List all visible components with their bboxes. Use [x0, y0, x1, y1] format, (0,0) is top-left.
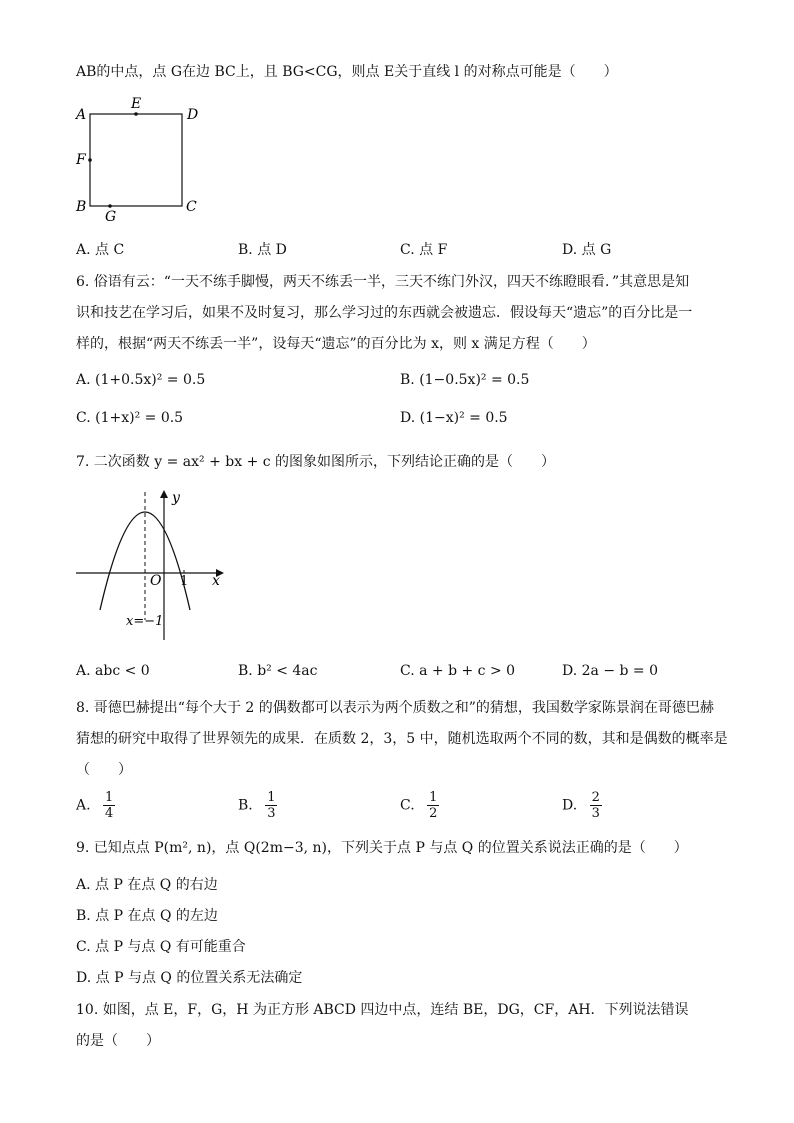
q8-option-d-num: 2 — [591, 790, 600, 805]
label-F: F — [76, 152, 86, 168]
q7-option-a: A. abc < 0 — [76, 663, 150, 679]
q8-option-d-den: 3 — [591, 806, 600, 821]
label-A: A — [76, 107, 87, 123]
q8-option-c-label: C. — [400, 797, 415, 814]
q8-option-b-den: 3 — [267, 806, 276, 821]
label-E: E — [131, 96, 142, 112]
q5-option-d: D. 点 G — [562, 242, 612, 258]
q10-stem-line2: 的是（ ） — [76, 1033, 160, 1049]
q8-option-b-label: B. — [238, 797, 253, 814]
q10-stem-line1: 10. 如图，点 E，F，G，H 为正方形 ABCD 四边中点，连结 BE，DG，CF，AH．下列说法错误 — [76, 1002, 689, 1018]
q6-option-d: D. (1−x)² = 0.5 — [400, 410, 508, 426]
q7-option-c: C. a + b + c > 0 — [400, 663, 516, 679]
q8-option-a-label: A. — [76, 797, 91, 814]
q8-option-b — [238, 790, 277, 821]
q9-option-b: B. 点 P 在点 Q 的左边 — [76, 908, 218, 924]
q9-option-d: D. 点 P 与点 Q 的位置关系无法确定 — [76, 970, 303, 986]
q8-stem-line1: 8. 哥德巴赫提出“每个大于 2 的偶数都可以表示为两个质数之和”的猜想，我国数学家陈景润在哥德巴赫 — [76, 700, 714, 716]
tick-one-label: 1 — [180, 574, 189, 589]
label-B: B — [76, 199, 87, 215]
q8-option-a-fraction — [103, 790, 115, 821]
q8-option-d-fraction — [590, 790, 602, 821]
q6-stem-line2: 识和技艺在学习后，如果不及时复习，那么学习过的东西就会被遗忘．假设每天“遗忘”的百分比是一 — [76, 305, 693, 321]
q8-option-d — [562, 790, 602, 821]
q8-option-a-den: 4 — [105, 806, 114, 821]
q8-option-d-label: D. — [562, 797, 578, 814]
q8-stem-line2: 猜想的研究中取得了世界领先的成果．在质数 2，3，5 中，随机选取两个不同的数，其和是偶数的概率是 — [76, 731, 728, 747]
q9-option-c: C. 点 P 与点 Q 有可能重合 — [76, 939, 246, 955]
q7-parabola-figure — [70, 484, 240, 648]
q8-option-c-fraction — [427, 790, 439, 821]
origin-label: O — [150, 573, 162, 589]
q7-option-d: D. 2a − b = 0 — [562, 663, 659, 679]
q8-stem-line3: （ ） — [76, 762, 132, 778]
q7-stem: 7. 二次函数 y = ax² + bx + c 的图象如图所示，下列结论正确的是（ ） — [76, 454, 556, 470]
q6-option-a: A. (1+0.5x)² = 0.5 — [76, 372, 206, 388]
q6-stem-line1: 6. 俗语有云：“一天不练手脚慢，两天不练丢一半，三天不练门外汉，四天不练瞪眼看．”其意思是知 — [76, 274, 690, 290]
q6-stem-line3: 样的，根据“两天不练丢一半”，设每天“遗忘”的百分比为 x，则 x 满足方程（ ） — [76, 336, 596, 352]
q5-square-figure — [70, 94, 210, 224]
q9-option-a: A. 点 P 在点 Q 的右边 — [76, 877, 218, 893]
q6-option-b: B. (1−0.5x)² = 0.5 — [400, 372, 530, 388]
symmetry-axis-label: x=−1 — [126, 614, 164, 629]
q8-option-a — [76, 790, 115, 821]
q5-option-b: B. 点 D — [238, 242, 287, 258]
q5-option-c: C. 点 F — [400, 242, 448, 258]
q7-option-b: B. b² < 4ac — [238, 663, 318, 679]
q8-option-c — [400, 790, 439, 821]
x-axis-label: x — [212, 573, 220, 589]
q8-option-c-num: 1 — [429, 790, 438, 805]
q8-option-b-fraction — [265, 790, 277, 821]
label-C: C — [186, 199, 197, 215]
q8-option-c-den: 2 — [429, 806, 438, 821]
q5-stem: AB的中点，点 G在边 BC上，且 BG<CG，则点 E关于直线 l 的对称点可能是（ ） — [76, 64, 618, 80]
q8-option-b-num: 1 — [267, 790, 276, 805]
q8-option-a-num: 1 — [105, 790, 114, 805]
label-D: D — [187, 107, 199, 123]
q6-option-c: C. (1+x)² = 0.5 — [76, 410, 184, 426]
y-axis-label: y — [172, 490, 180, 506]
q9-stem: 9. 已知点点 P(m², n)，点 Q(2m−3, n)，下列关于点 P 与点 Q 的位置关系说法正确的是（ ） — [76, 840, 688, 856]
label-G: G — [105, 209, 117, 224]
q5-option-a: A. 点 C — [76, 242, 125, 258]
